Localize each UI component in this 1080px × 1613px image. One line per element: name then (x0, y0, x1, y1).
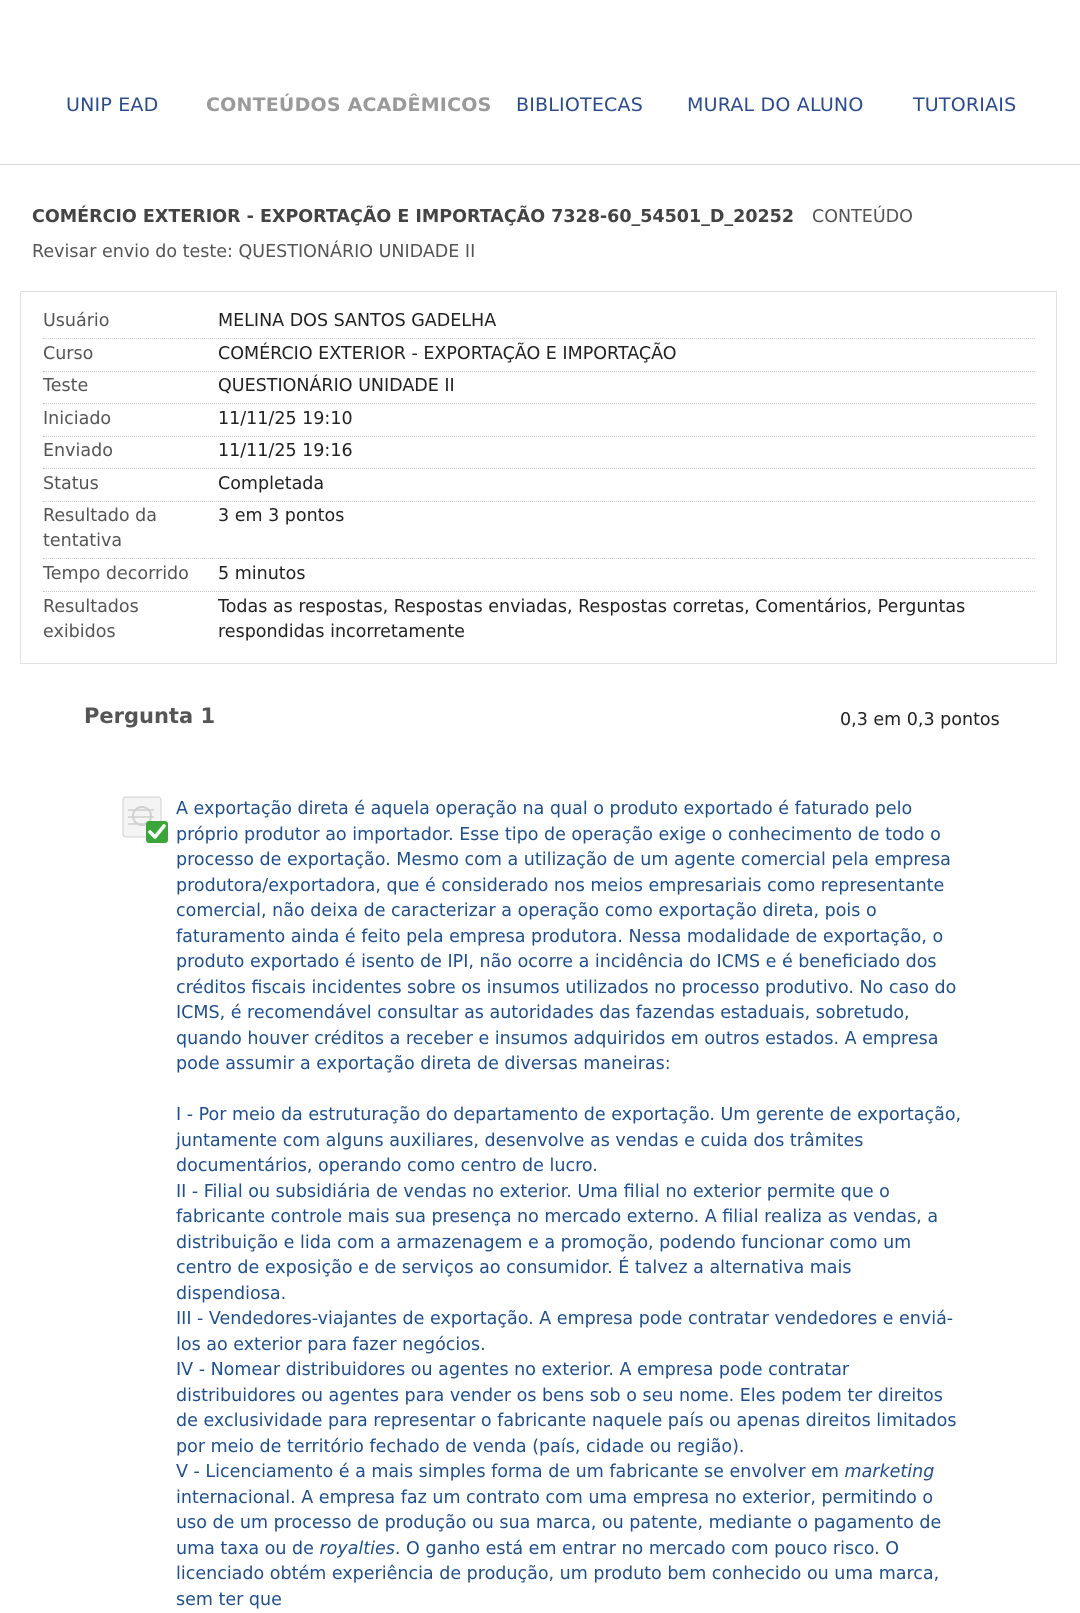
summary-label: Resultados exibidos (43, 597, 139, 642)
summary-value: 3 em 3 pontos (218, 506, 345, 526)
nav-conteudos-academicos[interactable]: CONTEÚDOS ACADÊMICOS (206, 94, 492, 116)
question-statement-i: I - Por meio da estruturação do departamento de exportação. Um gerente de exportação, juntamente com alguns auxiliares, desenvolve as vendas e cuida dos trâmites documentários, operando como centro de lucro. (176, 1105, 962, 1176)
statement-v-emphasis-2: royalties (319, 1538, 395, 1559)
summary-label: Iniciado (43, 409, 112, 429)
statement-v-text-2: internacional. A empresa faz um contrato com uma empresa no exterior, permitindo o uso de um processo de produção ou sua marca, ou patente, mediante o pagamento de uma taxa ou de (176, 1487, 942, 1559)
summary-label: Teste (43, 376, 89, 396)
question-statement-v (176, 1460, 966, 1613)
summary-row-enviado (43, 439, 1035, 469)
summary-value: 5 minutos (218, 564, 306, 584)
question-title: Pergunta 1 (84, 704, 216, 728)
summary-row-resultado (43, 504, 1035, 559)
attempt-summary-panel (20, 291, 1057, 664)
question-statement-iii: III - Vendedores-viajantes de exportação. A empresa pode contratar vendedores e enviá-los ao exterior para fazer negócios. (176, 1309, 954, 1355)
summary-value: MELINA DOS SANTOS GADELHA (218, 311, 497, 331)
course-breadcrumb[interactable]: COMÉRCIO EXTERIOR - EXPORTAÇÃO E IMPORTAÇÃO 7328-60_54501_D_20252 (32, 207, 795, 227)
summary-row-resultados-exibidos (43, 595, 1035, 650)
summary-value: 11/11/25 19:16 (218, 441, 353, 461)
summary-row-status (43, 472, 1035, 502)
question-intro: A exportação direta é aquela operação na qual o produto exportado é faturado pelo próprio produtor ao importador. Esse tipo de operação exige o conhecimento de todo o processo de exportação. Mesmo com a utilização de um agente comercial pela empresa produtora/exportadora, que é considerado nos meios empresariais como representante comercial, não deixa de caracterizar a operação como exportação direta, pois o faturamento ainda é feito pela empresa produtora. Nessa modalidade de exportação, o produto exportado é isento de IPI, não ocorre a incidência do ICMS e é beneficiado dos créditos fiscais incidentes sobre os insumos utilizados no processo produtivo. No caso do ICMS, é recomendável consultar as autoridades das fazendas estaduais, sobretudo, quando houver créditos a receber e insumos adquiridos em outros estados. A empresa pode assumir a exportação direta de diversas maneiras: (176, 799, 957, 1074)
question-statement-iv: IV - Nomear distribuidores ou agentes no exterior. A empresa pode contratar distribuidores ou agentes para vender os bens sob o seu nome. Eles podem ter direitos de exclusividade para representar o fabricante naquele país ou apenas direitos limitados por meio de território fechado de venda (país, cidade ou região). (176, 1360, 957, 1457)
summary-value: COMÉRCIO EXTERIOR - EXPORTAÇÃO E IMPORTAÇÃO (218, 344, 677, 364)
page-title: Revisar envio do teste: QUESTIONÁRIO UNIDADE II (32, 242, 476, 262)
statement-v-text-3: . O ganho está em entrar no mercado com pouco risco. O licenciado obtém experiência de produção, um produto bem conhecido ou uma marca, sem ter que (176, 1538, 940, 1610)
statement-v-emphasis-1: marketing (844, 1462, 935, 1482)
summary-row-curso (43, 342, 1035, 372)
question-points: 0,3 em 0,3 pontos (840, 710, 1000, 730)
question-statement-ii: II - Filial ou subsidiária de vendas no exterior. Uma filial no exterior permite que o fabricante controle mais sua presença no mercado externo. A filial realiza as vendas, a distribuição e lida com a armazenagem e a promoção, podendo funcionar como um centro de exposição e de serviços ao consumidor. É talvez a alternativa mais dispendiosa. (176, 1181, 939, 1304)
summary-value: QUESTIONÁRIO UNIDADE II (218, 376, 455, 396)
nav-bibliotecas[interactable]: BIBLIOTECAS (516, 94, 643, 116)
summary-label: Usuário (43, 311, 110, 331)
summary-label: Status (43, 474, 99, 494)
summary-label: Tempo decorrido (43, 564, 189, 584)
content-breadcrumb[interactable]: CONTEÚDO (812, 207, 913, 227)
summary-row-usuario (43, 309, 1035, 339)
top-navigation (0, 0, 1080, 165)
summary-value: 11/11/25 19:10 (218, 409, 353, 429)
summary-label: Curso (43, 344, 94, 364)
statement-v-text-1: V - Licenciamento é a mais simples forma de um fabricante se envolver em (176, 1462, 845, 1482)
summary-row-iniciado (43, 407, 1035, 437)
summary-row-tempo (43, 562, 1035, 592)
summary-value: Todas as respostas, Respostas enviadas, Respostas corretas, Comentários, Perguntas respondidas incorretamente (218, 597, 966, 642)
summary-value: Completada (218, 474, 325, 494)
question-text (176, 797, 966, 1613)
summary-label: Resultado da tentativa (43, 506, 158, 551)
summary-label: Enviado (43, 441, 113, 461)
correct-answer-icon (122, 796, 170, 846)
nav-mural-do-aluno[interactable]: MURAL DO ALUNO (687, 94, 864, 116)
nav-unip-ead[interactable]: UNIP EAD (66, 94, 159, 116)
nav-tutoriais[interactable]: TUTORIAIS (913, 94, 1017, 116)
summary-row-teste (43, 374, 1035, 404)
